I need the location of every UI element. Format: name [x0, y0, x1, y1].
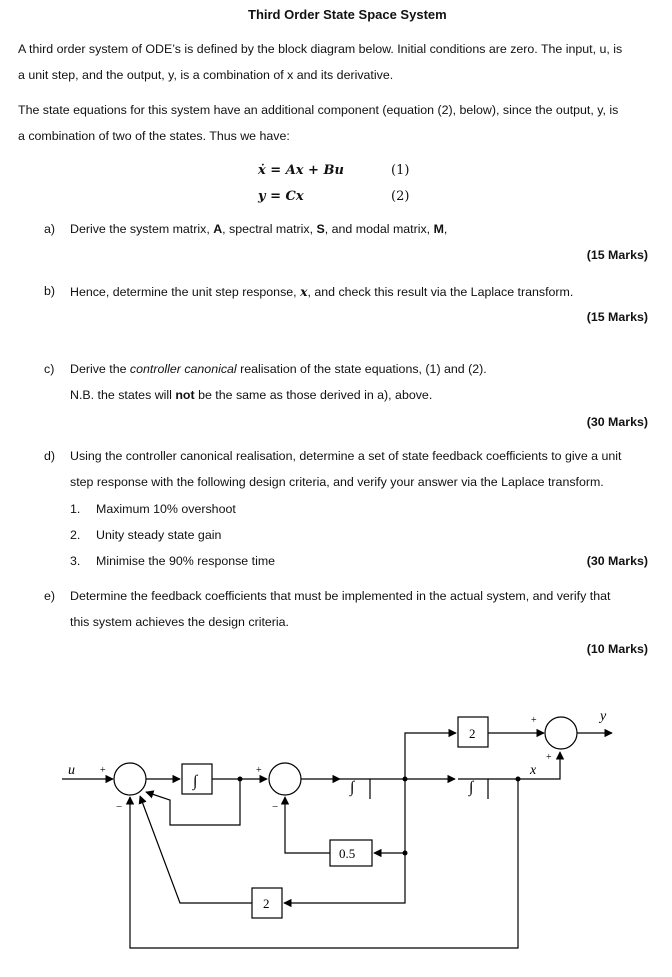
integrator-1-symbol: ∫ [193, 773, 198, 790]
minus-sign-sum1: − [116, 801, 123, 813]
question-b-marks: (15 Marks) [586, 310, 648, 324]
criteria-item-1-text: Maximum 10% overshoot [96, 502, 236, 516]
integrator-2-symbol: ∫ [350, 779, 355, 796]
equation-1-number: (1) [391, 163, 410, 178]
intro-line-2: a unit step, and the output, y, is a combination of x and its derivative. [18, 68, 394, 82]
plus-sign-output-bottom: + [546, 752, 552, 763]
question-d-line-2: step response with the following design criteria, and verify your answer via the Laplace transform. [70, 475, 604, 489]
plus-sign-sum1: + [100, 765, 106, 776]
state-line-1: The state equations for this system have an additional component (equation (2), below), since the output, y, is [18, 103, 619, 117]
question-a-marks: (15 Marks) [586, 248, 648, 262]
gain-bottom-label: 2 [263, 896, 270, 911]
question-c-marks: (30 Marks) [586, 415, 648, 429]
state-label: x [530, 763, 537, 778]
intro-line-1: A third order system of ODE’s is defined by the block diagram below. Initial conditions are zero. The input, u, is [18, 42, 623, 56]
question-e-line-2: this system achieves the design criteria. [70, 615, 289, 629]
question-d-marks: (30 Marks) [586, 554, 648, 568]
question-c-label: c) [44, 362, 55, 376]
equation-2-number: (2) [391, 189, 410, 204]
state-line-2: a combination of two of the states. Thus we have: [18, 129, 290, 143]
question-e-line-1: Determine the feedback coefficients that must be implemented in the actual system, and verify that [70, 589, 611, 603]
input-label: u [68, 763, 75, 778]
criteria-item-2-num: 2. [70, 528, 81, 542]
question-a-text: Derive the system matrix, A, spectral matrix, S, and modal matrix, M, [70, 222, 448, 236]
plus-sign-sum2: + [256, 765, 262, 776]
equation-2: y = Cx [258, 189, 304, 204]
summing-junction-1 [114, 763, 146, 795]
page-title: Third Order State Space System [248, 7, 447, 22]
criteria-item-1-num: 1. [70, 502, 81, 516]
criteria-item-2-text: Unity steady state gain [96, 528, 222, 542]
minus-sign-sum2: − [272, 801, 279, 813]
question-e-label: e) [44, 589, 56, 603]
output-label: y [600, 709, 607, 724]
integrator-3-symbol: ∫ [469, 779, 474, 796]
question-c-line-1: Derive the controller canonical realisation of the state equations, (1) and (2). [70, 362, 487, 376]
integrator-2-block [340, 779, 370, 799]
question-e-marks: (10 Marks) [586, 642, 648, 656]
gain-mid-label: 0.5 [339, 846, 356, 861]
criteria-item-3-text: Minimise the 90% response time [96, 554, 276, 568]
feedback-gain-mid-to-sum2 [285, 797, 330, 853]
question-a-label: a) [44, 222, 56, 236]
question-b-label: b) [44, 284, 56, 298]
question-d-label: d) [44, 449, 56, 463]
summing-junction-2 [269, 763, 301, 795]
question-d-line-1: Using the controller canonical realisation, determine a set of state feedback coefficients to give a unit [70, 449, 622, 463]
plus-sign-output-top: + [531, 715, 537, 726]
feedback-outer-loop [130, 779, 518, 948]
gain-top-label: 2 [469, 726, 476, 741]
summing-junction-output [545, 717, 577, 749]
question-b-text: Hence, determine the unit step response, x, and check this result via the Laplace transform. [70, 284, 574, 299]
criteria-item-3-num: 3. [70, 554, 81, 568]
feedback-gain-bottom-to-sum1 [140, 796, 252, 903]
question-c-line-2: N.B. the states will not be the same as those derived in a), above. [70, 388, 433, 402]
equation-1: ẋ = Ax + Bu [258, 163, 344, 178]
